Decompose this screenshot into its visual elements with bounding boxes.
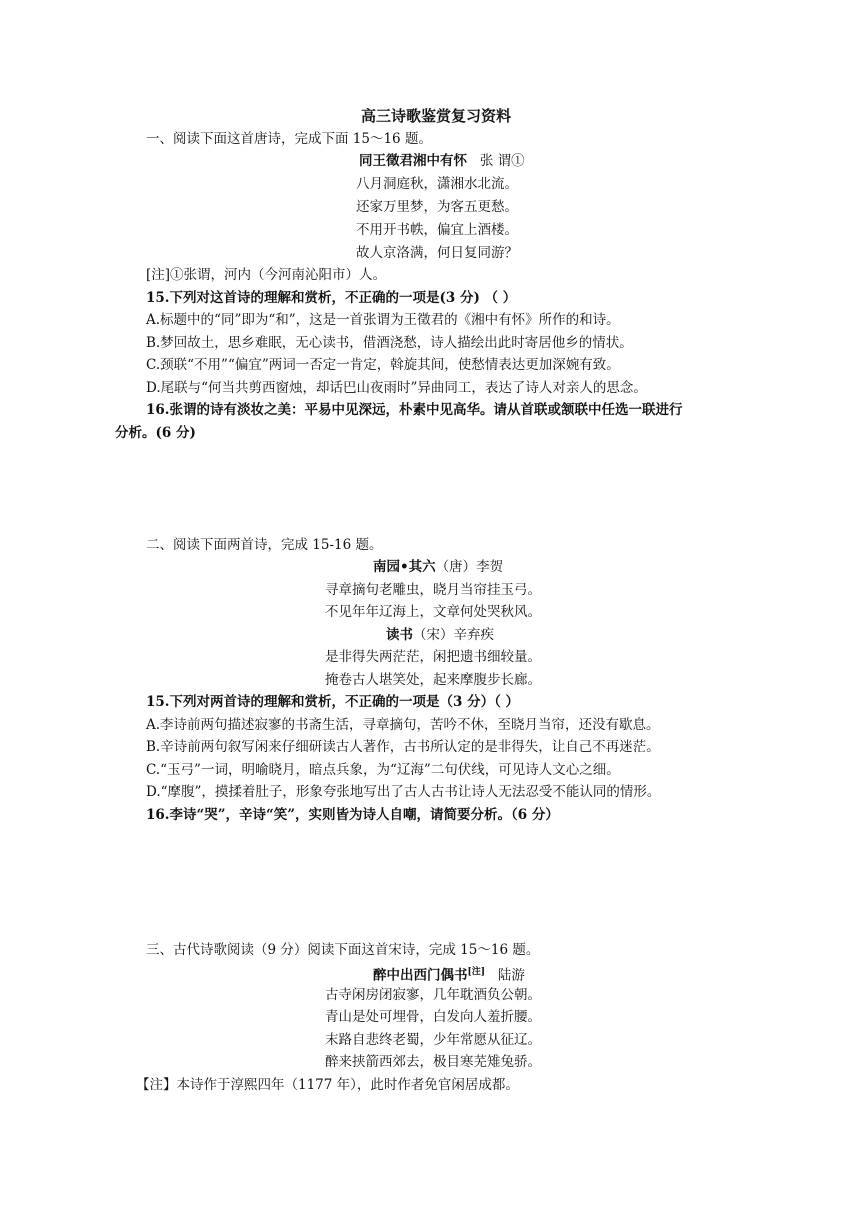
section1-question-15: 15.下列对这首诗的理解和赏析，不正确的一项是(3 分) （ ） <box>146 290 517 306</box>
section1-intro: 一、阅读下面这首唐诗，完成下面 15～16 题。 <box>146 131 432 147</box>
section3-poem-title-note: [注] <box>467 967 486 977</box>
section2-option: B.辛诗前两句叙写闲来仔细研读古人著作，古书所认定的是非得失，让自己不再迷茫。 <box>146 739 660 755</box>
section2-question-16: 16.李诗“哭”，辛诗“笑”，实则皆为诗人自嘲，请简要分析。（6 分） <box>146 807 559 823</box>
section1-question-16-cont: 分析。(6 分) <box>115 425 196 441</box>
section3-poem-line: 末路自悲终老蜀，少年常愿从征辽。 <box>325 1032 541 1048</box>
section2-poem2-line: 掩卷古人堪笑处，起来摩腹步长廊。 <box>325 672 541 688</box>
section1-note: [注]①张谓，河内（今河南沁阳市）人。 <box>146 267 387 283</box>
section3-poem-line: 青山是处可埋骨，白发向人羞折腰。 <box>325 1009 541 1025</box>
section2-poem2-heading <box>386 625 494 645</box>
section3-poem-heading <box>373 962 525 986</box>
section2-option: C.“玉弓”一词，明喻晓月，暗点兵象，为“辽海”二句伏线，可见诗人文心之细。 <box>146 762 620 778</box>
section1-poem-author: 张 谓① <box>479 153 525 169</box>
section2-poem2-title: 读书 <box>386 627 413 643</box>
section1-option: B.梦回故土，思乡难眠，无心读书，借酒浇愁，诗人描绘出此时寄居他乡的情状。 <box>146 335 633 351</box>
section3-note: 【注】本诗作于淳熙四年（1177 年），此时作者免官闲居成都。 <box>136 1077 519 1093</box>
section3-poem-line: 醉来挟箭西郊去，极目寒芜雉兔骄。 <box>325 1054 541 1070</box>
section2-poem1-meta: （唐）李贺 <box>435 559 504 575</box>
section3-poem-title: 醉中出西门偶书 <box>373 967 468 984</box>
section1-poem-title: 同王徵君湘中有怀 <box>359 153 467 169</box>
section2-poem1-line: 不见年年辽海上，文章何处哭秋风。 <box>325 604 541 620</box>
section1-poem-line: 八月洞庭秋，潇湘水北流。 <box>356 176 518 192</box>
section1-option: D.尾联与“何当共剪西窗烛，却话巴山夜雨时”异曲同工，表达了诗人对亲人的思念。 <box>146 380 647 396</box>
section2-question-15: 15.下列对两首诗的理解和赏析，不正确的一项是（3 分）（ ） <box>146 694 520 710</box>
section2-poem2-line: 是非得失两茫茫，闲把遗书细较量。 <box>325 649 541 665</box>
section1-poem-line: 故人京洛满，何日复同游？ <box>356 245 518 261</box>
section3-poem-author: 陆游 <box>497 967 525 984</box>
section2-poem1-line: 寻章摘句老雕虫，晓月当帘挂玉弓。 <box>325 582 541 598</box>
section3-intro: 三、古代诗歌阅读（9 分）阅读下面这首宋诗，完成 15～16 题。 <box>146 942 540 958</box>
section2-option: A.李诗前两句描述寂寥的书斋生活，寻章摘句，苦吟不休，至晓月当帘，还没有歇息。 <box>146 717 660 733</box>
section3-poem-line: 古寺闲房闭寂寥，几年耽酒负公朝。 <box>325 987 541 1003</box>
section2-intro: 二、阅读下面两首诗，完成 15-16 题。 <box>146 537 383 553</box>
document-title: 高三诗歌鉴赏复习资料 <box>361 107 512 125</box>
section2-poem1-title: 南园•其六 <box>373 559 436 575</box>
section1-poem-line: 不用开书帙，偏宜上酒楼。 <box>356 222 518 238</box>
section1-option: A.标题中的“同”即为“和”，这是一首张谓为王徵君的《湘中有怀》所作的和诗。 <box>146 312 620 328</box>
section1-option: C.颈联“不用”“偏宜”两词一否定一肯定，斡旋其间，使愁情表达更加深婉有致。 <box>146 357 620 373</box>
section2-poem2-meta: （宋）辛弃疾 <box>413 627 494 643</box>
section2-poem1-heading <box>373 557 503 577</box>
section1-poem-line: 还家万里梦，为客五更愁。 <box>356 199 518 215</box>
section1-question-16: 16.张谓的诗有淡妆之美：平易中见深远，朴素中见高华。请从首联或颔联中任选一联进行 <box>146 402 683 418</box>
section2-option: D.“摩腹”，摸揉着肚子，形象夸张地写出了古人古书让诗人无法忍受不能认同的情形。 <box>146 784 661 800</box>
section1-poem-heading <box>359 151 525 171</box>
